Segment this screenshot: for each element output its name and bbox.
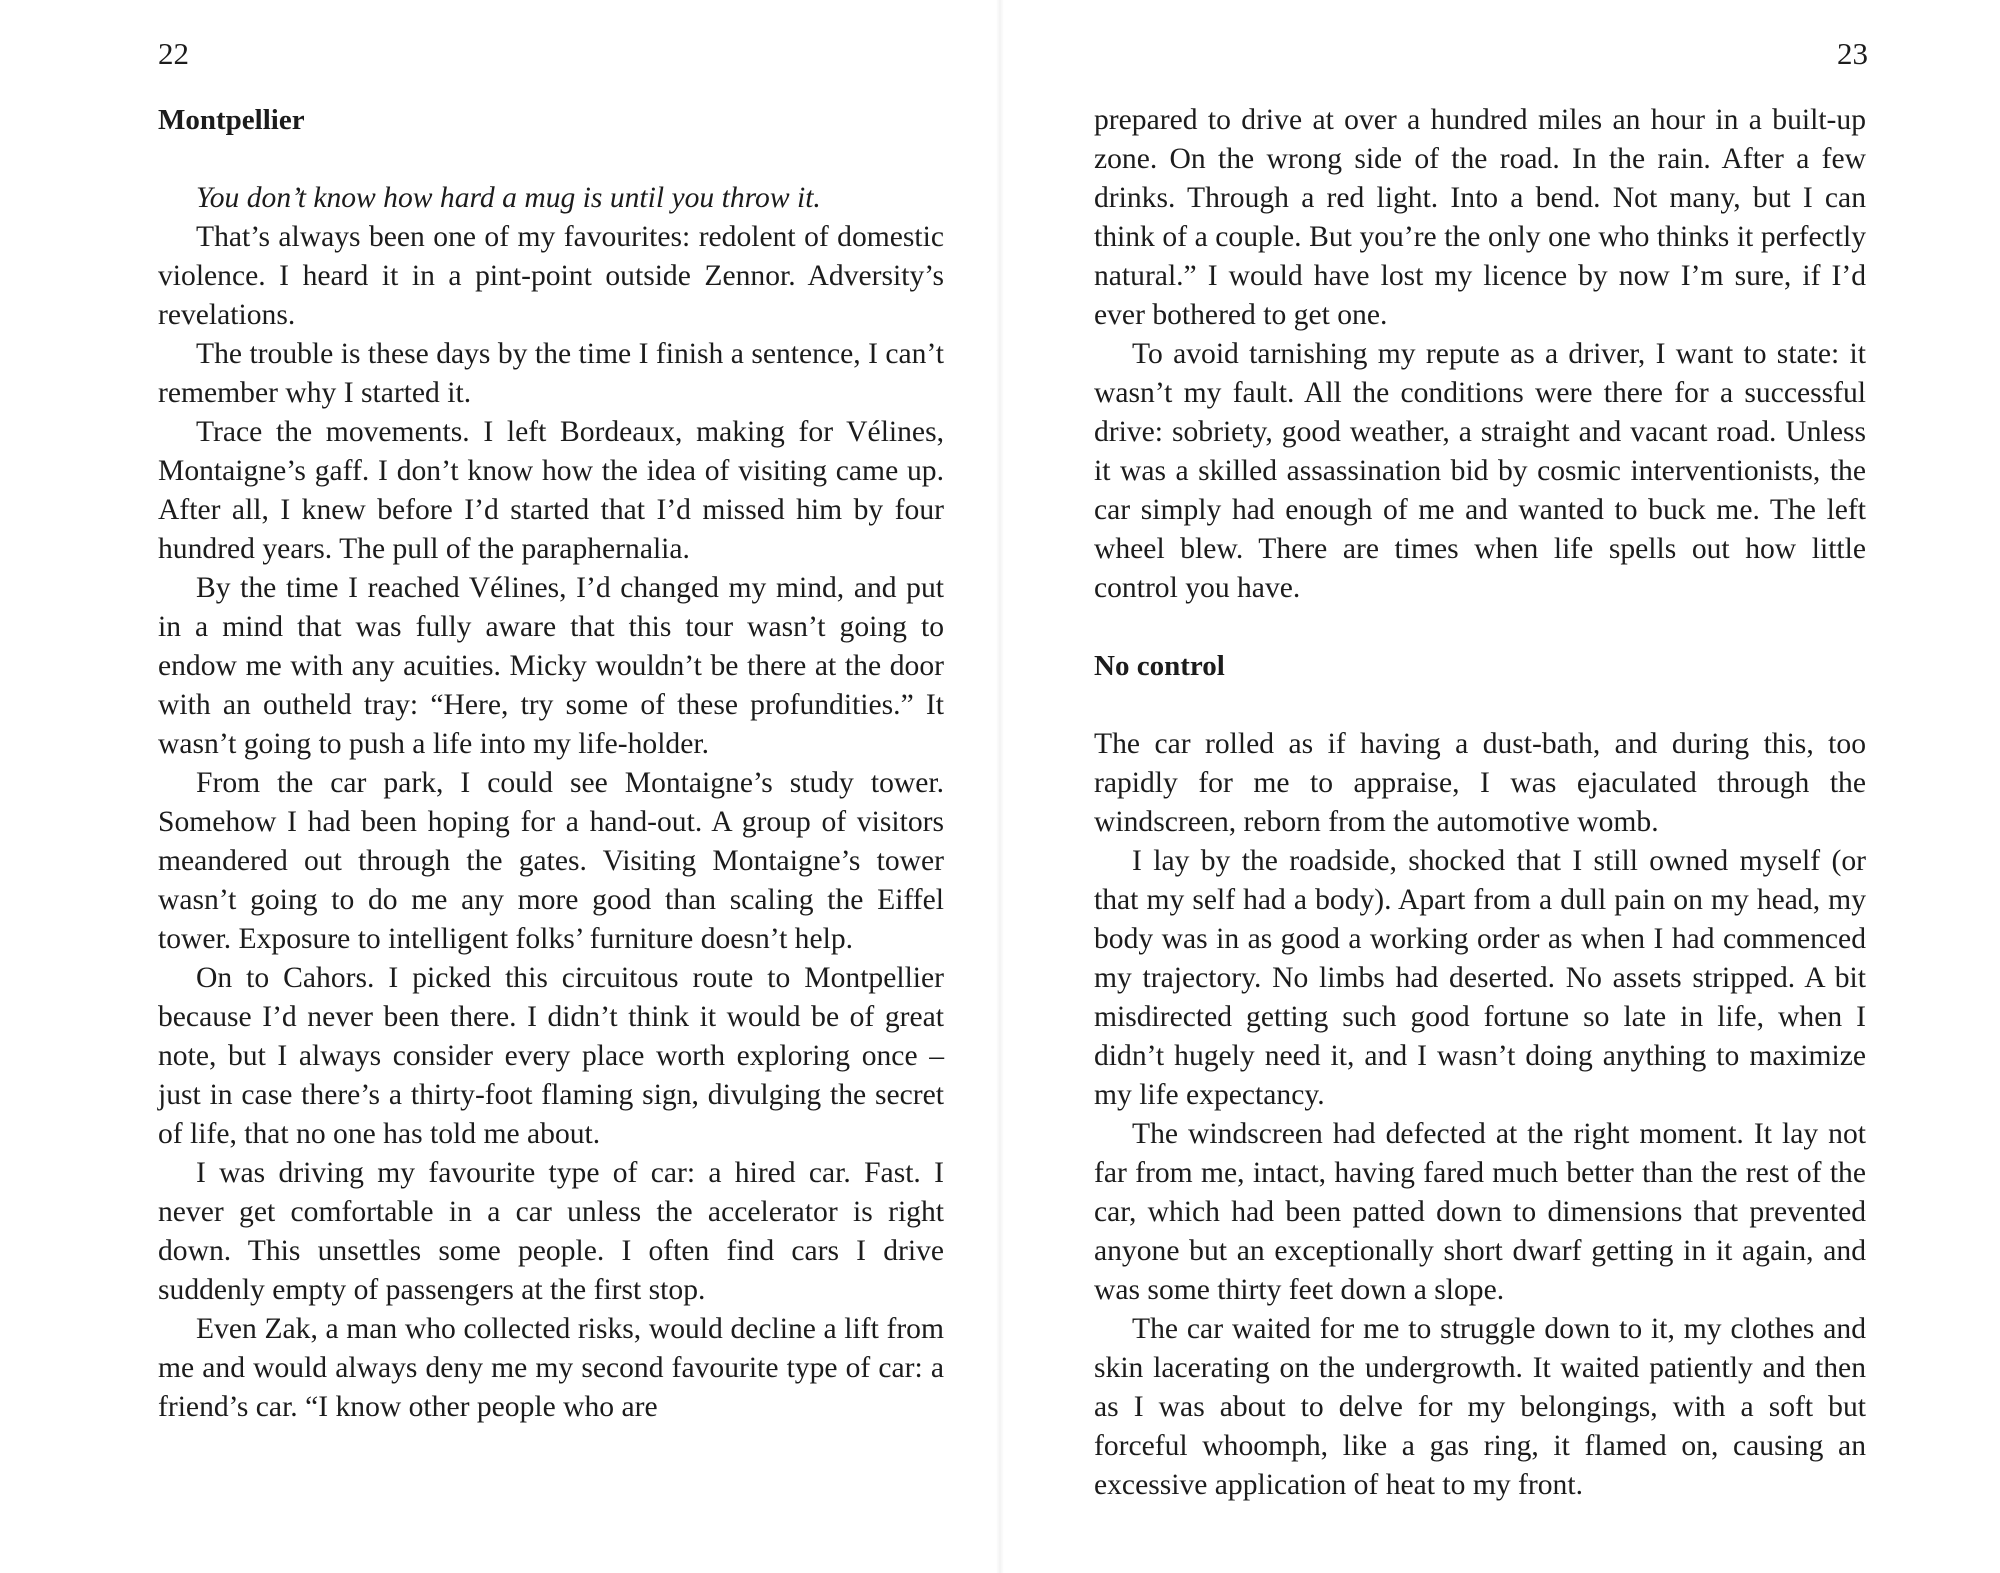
paragraph: Trace the movements. I left Bordeaux, making for Vélines, Montaigne’s gaff. I don’t know how the idea of visiting came up. After all, I knew before I’d started that I’d missed him by four hundred years. The pull of the paraphernalia. bbox=[158, 416, 944, 565]
paragraph: I was driving my favourite type of car: a hired car. Fast. I never get comfortable in a car unless the accelerator is right down. This unsettles some people. I often find cars I drive suddenly empty of passengers at the first stop. bbox=[158, 1157, 944, 1306]
right-text-block bbox=[1094, 101, 1866, 1505]
page-number-left: 22 bbox=[158, 36, 189, 71]
left-text-block bbox=[158, 101, 944, 1427]
section-heading-montpellier: Montpellier bbox=[158, 104, 305, 136]
page-number-right: 23 bbox=[1837, 36, 1868, 71]
paragraph: On to Cahors. I picked this circuitous route to Montpellier because I’d never been there. I didn’t think it would be of great note, but I always consider every place worth exploring once – just in case there’s a thirty-foot flaming sign, divulging the secret of life, that no one has told me about. bbox=[158, 962, 944, 1150]
paragraph: The car waited for me to struggle down to it, my clothes and skin lacerating on the undergrowth. It waited patiently and then as I was about to delve for my belongings, with a soft but forceful whoomph, like a gas ring, it flamed on, causing an excessive application of heat to my front. bbox=[1094, 1313, 1866, 1501]
right-page bbox=[1000, 0, 2000, 1573]
paragraph: The windscreen had defected at the right moment. It lay not far from me, intact, having fared much better than the rest of the car, which had been patted down to dimensions that prevented anyone but an exceptionally short dwarf getting in it again, and was some thirty feet down a slope. bbox=[1094, 1118, 1866, 1306]
paragraph: The trouble is these days by the time I finish a sentence, I can’t remember why I started it. bbox=[158, 338, 944, 409]
paragraph: Even Zak, a man who collected risks, would decline a lift from me and would always deny me my second favourite type of car: a friend’s car. “I know other people who are bbox=[158, 1313, 944, 1423]
section-opening-paragraph: The car rolled as if having a dust-bath, and during this, too rapidly for me to appraise, I was ejaculated through the windscreen, reborn from the automotive womb. bbox=[1094, 728, 1866, 838]
paragraph: By the time I reached Vélines, I’d changed my mind, and put in a mind that was fully aware that this tour wasn’t going to endow me with any acuities. Micky wouldn’t be there at the door with an outheld tray: “Here, try some of these profundities.” It wasn’t going to push a life into my life-holder. bbox=[158, 572, 944, 760]
paragraph: From the car park, I could see Montaigne’s study tower. Somehow I had been hoping for a hand-out. A group of visitors meandered out through the gates. Visiting Montaigne’s tower wasn’t going to do me any more good than scaling the Eiffel tower. Exposure to intelligent folks’ furniture doesn’t help. bbox=[158, 767, 944, 955]
paragraph: That’s always been one of my favourites: redolent of domestic violence. I heard it in a pint-point outside Zennor. Adversity’s revelations. bbox=[158, 221, 944, 331]
section-heading-no-control: No control bbox=[1094, 650, 1225, 682]
continued-paragraph: prepared to drive at over a hundred miles an hour in a built-up zone. On the wrong side of the road. In the rain. After a few drinks. Through a red light. Into a bend. Not many, but I can think of a couple. But you’re the only one who thinks it perfectly natural.” I would have lost my licence by now I’m sure, if I’d ever bothered to get one. bbox=[1094, 104, 1866, 331]
paragraph: I lay by the roadside, shocked that I still owned myself (or that my self had a body). Apart from a dull pain on my head, my body was in as good a working order as when I had commenced my trajectory. No limbs had deserted. No assets stripped. A bit misdirected getting such good fortune so late in life, when I didn’t hugely need it, and I wasn’t doing anything to maximize my life expectancy. bbox=[1094, 845, 1866, 1111]
epigraph: You don’t know how hard a mug is until you throw it. bbox=[196, 182, 821, 214]
paragraph: To avoid tarnishing my repute as a driver, I want to state: it wasn’t my fault. All the conditions were there for a successful drive: sobriety, good weather, a straight and vacant road. Unless it was a skilled assassination bid by cosmic interventionists, the car simply had enough of me and wanted to buck me. The left wheel blew. There are times when life spells out how little control you have. bbox=[1094, 338, 1866, 604]
